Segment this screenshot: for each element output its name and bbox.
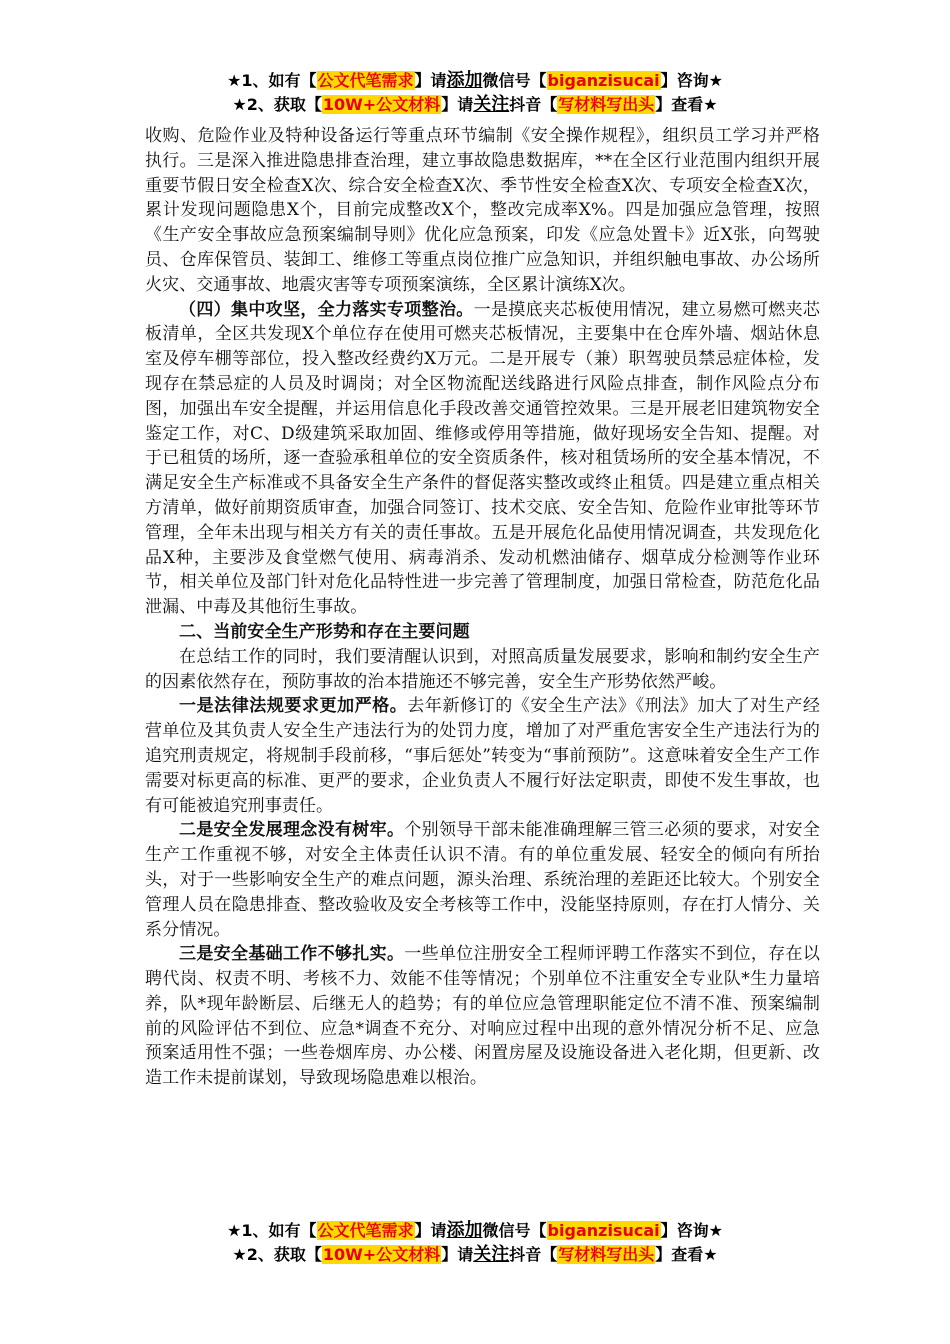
banner-highlight: 10W+公文材料 (322, 1245, 441, 1264)
banner-text: 】咨询★ (660, 71, 723, 90)
paragraph-text: 个别领导干部未能准确理解三管三必须的要求，对安全生产工作重视不够，对安全主体责任认识不清。有的单位重发展、轻安全的倾向有所抬头，对于一些影响安全生产的难点问题，源头治理、系统治理的差距还比较大。个别安全管理人员在隐患排查、整改验收及安全考核等工作中，没能坚持原则，存在打人情分、关系分情况。 (145, 820, 820, 940)
paragraph (145, 694, 820, 818)
paragraph: 在总结工作的同时，我们要清醒认识到，对照高质量发展要求，影响和制约安全生产的因素依然存在，预防事故的治本措施还不够完善，安全生产形势依然严峻。 (145, 646, 820, 692)
banner-wechat-id: biganzisucai (547, 1221, 660, 1240)
paragraph-text: 一些单位注册安全工程师评聘工作落实不到位，存在以聘代岗、权责不明、考核不力、效能不佳等情况；个别单位不注重安全专业队*生力量培养，队*现年龄断层、后继无人的趋势；有的单位应急管理职能定位不清不准、预案编制前的风险评估不到位、应急*调查不充分、对响应过程中出现的意外情况分析不足、应急预案适用性不强；一些卷烟库房、办公楼、闲置房屋及设施设备进入老化期，但更新、改造工作未提前谋划，导致现场隐患难以根治。 (145, 944, 820, 1089)
banner-text: ★2、获取【 (232, 1245, 322, 1264)
paragraph (145, 818, 820, 942)
banner-text: ★2、获取【 (232, 95, 322, 114)
banner-text: 】请 (414, 71, 447, 90)
promo-banner-top-2 (0, 94, 950, 116)
banner-emphasis: 添加 (446, 1220, 483, 1241)
banner-douyin-id: 写材料写出头 (558, 95, 655, 114)
point-heading: 二是安全发展理念没有树牢。 (179, 820, 405, 841)
banner-highlight: 公文代笔需求 (317, 71, 414, 90)
banner-emphasis: 关注 (473, 1244, 510, 1265)
banner-highlight: 10W+公文材料 (322, 95, 441, 114)
paragraph-text: 一是摸底夹芯板使用情况，建立易燃可燃夹芯板清单，全区共发现X个单位存在使用可燃夹芯板情况，主要集中在仓库外墙、烟站休息室及停车棚等部位，投入整改经费约X万元。二是开展专（兼）职驾驶员禁忌症体检，发现存在禁忌症的人员及时调岗；对全区物流配送线路进行风险点排查，制作风险点分布图，加强出车安全提醒，并运用信息化手段改善交通管控效果。三是开展老旧建筑物安全鉴定工作，对C、D级建筑采取加固、维修或停用等措施，做好现场安全告知、提醒。对于已租赁的场所，逐一查验承租单位的安全资质条件，核对租赁场所的安全基本情况，不满足安全生产标准或不具备安全生产条件的督促落实整改或终止租赁。四是建立重点相关方清单，做好前期资质审查，加强合同签订、技术交底、安全告知、危险作业审批等环节管理，全年未出现与相关方有关的责任事故。五是开展危化品使用情况调查，共发现危化品X种，主要涉及食堂燃气使用、病毒消杀、发动机燃油储存、烟草成分检测等作业环节，相关单位及部门针对危化品特性进一步完善了管理制度，加强日常检查，防范危化品泄漏、中毒及其他衍生事故。 (145, 299, 821, 618)
banner-text: 】查看★ (655, 1245, 718, 1264)
banner-text: 微信号【 (482, 1221, 547, 1240)
point-heading: 三是安全基础工作不够扎实。 (179, 944, 405, 965)
banner-text: 】查看★ (655, 95, 718, 114)
promo-banner-bottom-2 (0, 1244, 950, 1266)
promo-banner-top-1 (0, 70, 950, 92)
banner-emphasis: 添加 (446, 70, 483, 91)
banner-text: ★1、如有【 (227, 1221, 317, 1240)
document-body (145, 124, 820, 1091)
paragraph-text: 去年新修订的《安全生产法》《刑法》加大了对生产经营单位及其负责人安全生产违法行为的处罚力度，增加了对严重危害安全生产违法行为的追究刑责规定，将规制手段前移，“事后惩处”转变为“事前预防”。这意味着安全生产工作需要对标更高的标准、更严的要求，企业负责人不履行好法定职责，即使不发生事故，也有可能被追究刑事责任。 (145, 696, 820, 816)
banner-text: 微信号【 (482, 71, 547, 90)
paragraph: 收购、危险作业及特种设备运行等重点环节编制《安全操作规程》，组织员工学习并严格执行。三是深入推进隐患排查治理，建立事故隐患数据库，**在全区行业范围内组织开展重要节假日安全检查X次、综合安全检查X次、季节性安全检查X次、专项安全检查X次，累计发现问题隐患X个，目前完成整改X个，整改完成率X%。四是加强应急管理，按照《生产安全事故应急预案编制导则》优化应急预案，印发《应急处置卡》近X张，向驾驶员、仓库保管员、装卸工、维修工等重点岗位推广应急知识，并组织触电事故、办公场所火灾、交通事故、地震灾害等专项预案演练，全区累计演练X次。 (145, 126, 820, 295)
section-heading-inline: （四）集中攻坚，全力落实专项整治。 (179, 299, 474, 320)
banner-text: ★1、如有【 (227, 71, 317, 90)
promo-banner-bottom-1 (0, 1220, 950, 1242)
section-heading: 二、当前安全生产形势和存在主要问题 (179, 621, 470, 642)
point-heading: 一是法律法规要求更加严格。 (179, 696, 408, 717)
banner-emphasis: 关注 (473, 94, 510, 115)
banner-text: 】咨询★ (660, 1221, 723, 1240)
banner-text: 抖音【 (509, 1245, 558, 1264)
banner-text: 】请 (414, 1221, 447, 1240)
banner-highlight: 公文代笔需求 (317, 1221, 414, 1240)
banner-text: 抖音【 (509, 95, 558, 114)
banner-douyin-id: 写材料写出头 (558, 1245, 655, 1264)
banner-wechat-id: biganzisucai (547, 71, 660, 90)
paragraph (145, 942, 820, 1091)
paragraph (145, 298, 820, 620)
banner-text: 】请 (441, 1245, 474, 1264)
banner-text: 】请 (441, 95, 474, 114)
